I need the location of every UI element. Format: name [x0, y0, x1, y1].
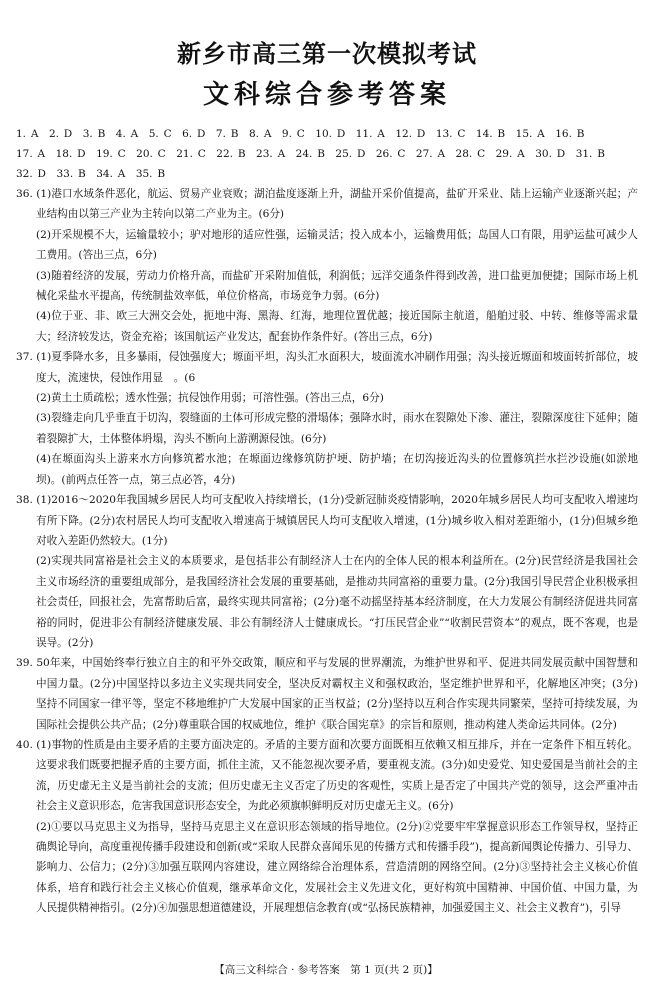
q40-part-1: 40. (1)事物的性质是由主要矛盾的主要方面决定的。矛盾的主要方面和次要方面既相互依赖又相互排斥，并在一定条件下相互转化。这要求我们既要把握矛盾的主要方面，抓住主流，又不能忽视次要矛盾，要重视支流。(3分)如史爱党、知史爱国是当前社会的主流，历史虚无主义是当前社会的支流；但历史虚无主义否定了历史的客观性，实质上是否定了中国共产党的领导，这会严重冲击社会主义意识形态，危害我国意识形态安全，为此必须旗帜鲜明反对历史虚无主义。(6分) — [16, 738, 638, 813]
question-36 — [16, 184, 638, 347]
question-39 — [16, 653, 638, 735]
q38-part-1: 38. (1)2016～2020年我国城乡居民人均可支配收入持续增长，(1分)受新冠肺炎疫情影响，2020年城乡居民人均可支配收入增速均有所下降。(2分)农村居民人均可支配收入增速高于城镇居民人均可支配收入增速，(1分)城乡收入相对差距缩小，(1分)但城乡绝对收入差距仍然较大。(1分) — [16, 494, 638, 547]
answer-key-title: 文科综合参考答案 — [202, 80, 451, 110]
choice-answers-row-3: 32. D 33. B 34. A 35. B — [16, 168, 166, 180]
question-38 — [16, 490, 638, 653]
choice-answers-row-2: 17. A 18. D 19. C 20. C 21. C 22. B 23. A 24. B 25. D 26. C 27. A 28. C 29. A 30. D 31. B — [16, 148, 605, 160]
q37-part-4: (4)在塬面沟头上游来水方向修筑蓄水池；在塬面边缘修筑防护埂、防护墙；在切沟接近沟头的位置修筑拦水拦沙设施(如淤地坝)。(前两点任答一点，第三点必答，4分) — [36, 453, 638, 486]
q36-part-2: (2)开采规模不大，运输量较小；驴对地形的适应性强，运输灵活；投入成本小，运输费用低；岛国人口有限，用驴运盐可减少人工费用。(答出三点，6分) — [36, 228, 638, 262]
q36-part-1: 36. (1)港口水域条件恶化，航运、贸易产业衰败；湖泊盐度逐渐上升，湖盐开采价值提高，盐矿开采业、陆上运输产业逐渐兴起；产业结构由以第三产业为主转向以第二产业为主。(6分) — [16, 188, 638, 221]
q40-part-2: (2)①要以马克思主义为指导，坚持马克思主义在意识形态领域的指导地位。(2分)②党要牢牢掌握意识形态工作领导权，坚持正确舆论导向，高度重视传播手段建设和创新(或“采取人民群众喜闻乐见的传播方式和传播手段”)，提高新闻舆论传播力、引导力、影响力、公信力；(2分)③加强互联网内容建设，建立网络综合治理体系，营造清朗的网络空间。(2分)③坚持社会主义核心价值体系，培育和践行社会主义核心价值观，继承革命文化，发展社会主义先进文化，更好构筑中国精神、中国价值、中国力量，为人民提供精神指引。(2分)④加强思想道德建设，开展理想信念教育(或“弘扬民族精神，加强爱国主义、社会主义教育”)，引导 — [36, 820, 638, 915]
q36-part-3: (3)随着经济的发展，劳动力价格升高，而盐矿开采附加值低，利润低；远洋交通条件得到改善，进口盐更加便捷；国际市场上机械化采盐水平提高，传统制盐效率低，单位价格高，市场竞争力弱。(6分) — [36, 269, 638, 303]
choice-answers-row-1: 1. A 2. D 3. B 4. A 5. C 6. D 7. B 8. A 9. C 10. D 11. A 12. D 13. C 14. B 15. A 16. B — [16, 128, 585, 140]
q38-part-2: (2)实现共同富裕是社会主义的本质要求，是包括非公有制经济人士在内的全体人民的根本利益所在。(2分)民营经济是我国社会主义市场经济的重要组成部分，是我国经济社会发展的重要基础，是推动共同富裕的重要力量。(2分)我国引导民营企业积极承担社会责任，回报社会，先富帮助后富，最终实现共同富裕；(2分)毫不动摇坚持基本经济制度，在大力发展公有制经济促进共同富裕的同时，促进非公有制经济健康发展、非公有制经济人士健康成长。“打压民营企业”“收割民营资本”的观点，既不客观，也是误导。(2分) — [36, 555, 638, 649]
q37-part-1: 37. (1)夏季降水多，且多暴雨，侵蚀强度大；塬面平坦，沟头汇水面积大，坡面流水冲刷作用强；沟头接近塬面和坡面转折部位，坡度大，流速快，侵蚀作用显 。(6 — [16, 351, 638, 384]
q36-part-4: (4)位于亚、非、欧三大洲交会处，扼地中海、黑海、红海，地理位置优越；接近国际主航道，船舶过驳、中转、维修等需求量大；经济较发达，资金充裕；该国航运产业发达，配套协作条件好。(答出三点，6分) — [36, 310, 638, 343]
q37-part-2: (2)黄土土质疏松；透水性强；抗侵蚀作用弱；可溶性强。(答出三点，6分) — [36, 392, 384, 405]
q37-part-3: (3)裂缝走向几乎垂直于切沟，裂缝面的土体可形成完整的滑塌体；强降水时，雨水在裂隙处下渗、灌注，裂隙深度往下延伸；随着裂隙扩大，土体整体坍塌，沟头不断向上游溯源侵蚀。(6分) — [36, 412, 638, 445]
q39-part-1: 39. 50年来，中国始终奉行独立自主的和平外交政策，顺应和平与发展的世界潮流，为维护世界和平、促进共同发展贡献中国智慧和中国力量。(2分)中国坚持以多边主义实现共同安全，坚决反对霸权主义和强权政治，坚定维护世界和平，化解地区冲突；(3分)坚持不同国家一律平等，坚定不移地维护广大发展中国家的正当权益；(2分)坚持以互利合作实现共同繁荣，坚持可持续发展，为国际社会提供公共产品；(2分)尊重联合国的权威地位，维护《联合国宪章》的宗旨和原则，推动构建人类命运共同体。(2分) — [16, 657, 638, 731]
question-37 — [16, 347, 638, 490]
question-40 — [16, 735, 638, 919]
exam-title: 新乡市高三第一次模拟考试 — [177, 40, 477, 68]
choice-answers — [16, 124, 638, 184]
page-footer: 【高三文科综合 · 参考答案 第 1 页(共 2 页)】 — [214, 964, 438, 976]
